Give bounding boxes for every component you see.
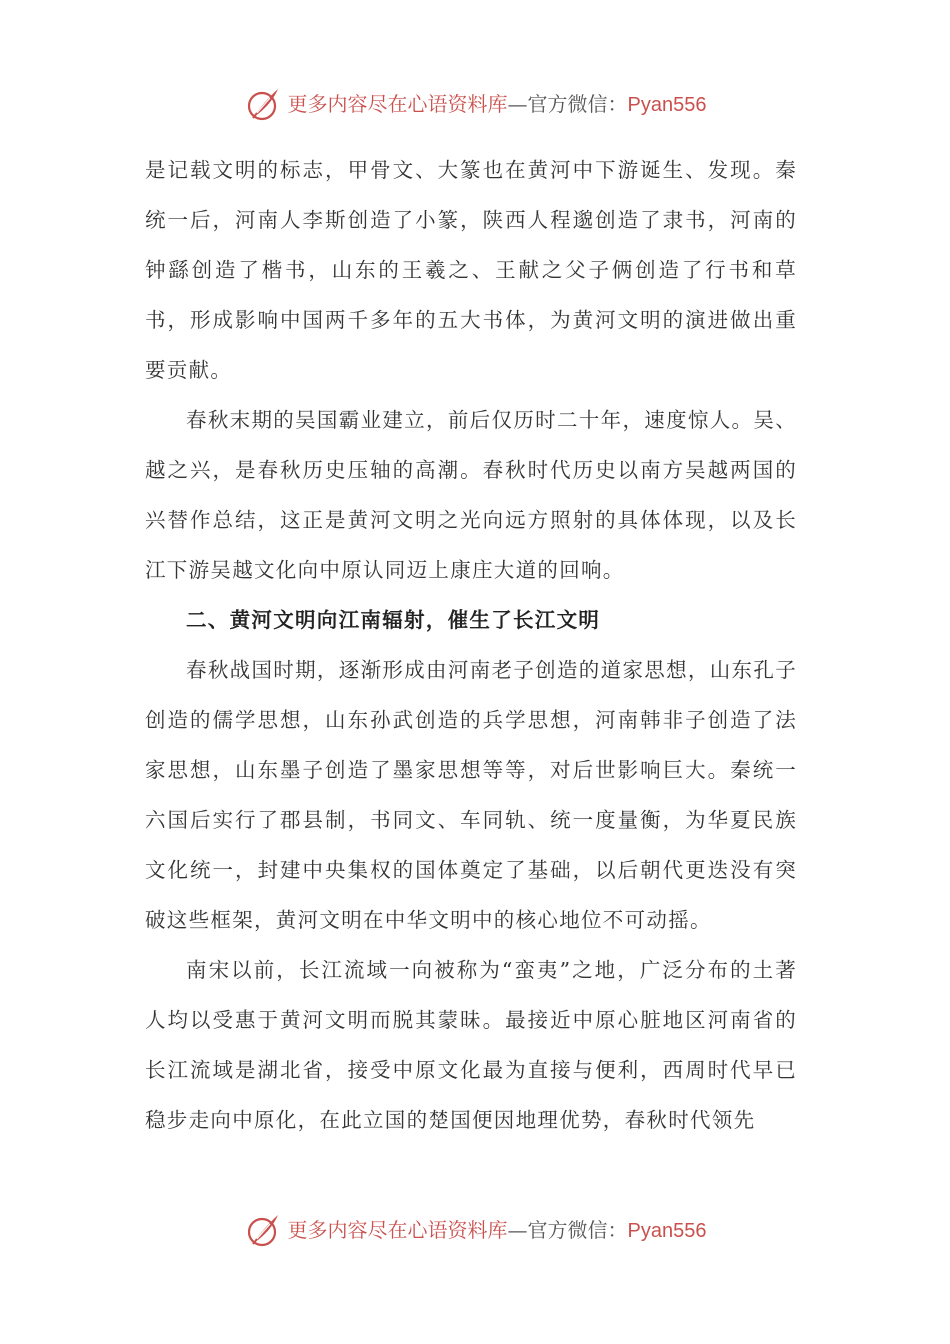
header-watermark-banner xyxy=(0,82,950,126)
footer-watermark-banner xyxy=(0,1208,950,1252)
footer-brand-text: 更多内容尽在心语资料库 xyxy=(287,1217,508,1242)
header-brand-text: 更多内容尽在心语资料库 xyxy=(287,91,508,116)
paragraph-1: 是记载文明的标志，甲骨文、大篆也在黄河中下游诞生、发现。秦统一后，河南人李斯创造了小篆，陕西人程邈创造了隶书，河南的钟繇创造了楷书，山东的王羲之、王献之父子俩创造了行书和草书，形成影响中国两千多年的五大书体，为黄河文明的演进做出重要贡献。 xyxy=(145,158,797,382)
quill-pen-circle-icon xyxy=(244,1210,284,1250)
header-dash: — xyxy=(507,91,528,116)
footer-official-label: 官方微信： xyxy=(527,1217,628,1242)
section-heading: 二、黄河文明向江南辐射，催生了长江文明 xyxy=(186,608,601,632)
paragraph-2: 春秋末期的吴国霸业建立，前后仅历时二十年，速度惊人。吴、越之兴，是春秋历史压轴的高潮。春秋时代历史以南方吴越两国的兴替作总结，这正是黄河文明之光向远方照射的具体体现，以及长江下游吴越文化向中原认同迈上康庄大道的回响。 xyxy=(145,408,797,582)
quill-pen-circle-icon xyxy=(244,84,284,124)
header-official-label: 官方微信： xyxy=(527,91,628,116)
footer-dash: — xyxy=(507,1217,528,1242)
paragraph-3: 春秋战国时期，逐渐形成由河南老子创造的道家思想，山东孔子创造的儒学思想，山东孙武创造的兵学思想，河南韩非子创造了法家思想，山东墨子创造了墨家思想等等，对后世影响巨大。秦统一六国后实行了郡县制，书同文、车同轨、统一度量衡，为华夏民族文化统一，封建中央集权的国体奠定了基础，以后朝代更迭没有突破这些框架，黄河文明在中华文明中的核心地位不可动摇。 xyxy=(145,658,797,932)
document-body xyxy=(145,145,797,1145)
paragraph-4: 南宋以前，长江流域一向被称为“蛮夷”之地，广泛分布的土著人均以受惠于黄河文明而脱其蒙昧。最接近中原心脏地区河南省的长江流域是湖北省，接受中原文化最为直接与便利，西周时代早已稳步走向中原化，在此立国的楚国便因地理优势，春秋时代领先 xyxy=(145,958,797,1132)
footer-wechat-id: Pyan556 xyxy=(627,1219,707,1242)
header-wechat-id: Pyan556 xyxy=(627,93,707,116)
